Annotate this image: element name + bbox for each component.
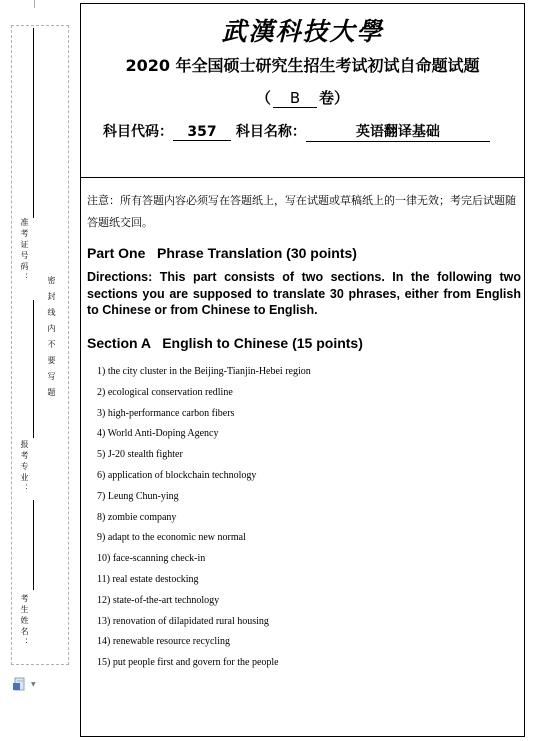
no-answer-notice: 密封线内不要写题 [47, 276, 56, 404]
list-item: 7) Leung Chun-ying [97, 490, 179, 502]
subject-code-label: 科目代码： [103, 124, 173, 140]
list-item: 2) ecological conservation redline [97, 386, 233, 398]
chevron-down-icon[interactable]: ▼ [31, 681, 36, 688]
paper-version [81, 87, 524, 108]
list-item: 14) renewable resource recycling [97, 636, 230, 648]
phrase-list [97, 362, 311, 674]
list-item: 9) adapt to the economic new normal [97, 532, 246, 544]
list-item: 5) J-20 stealth fighter [97, 449, 183, 461]
exam-id-line [33, 28, 34, 218]
list-item: 10) face-scanning check-in [97, 553, 206, 565]
binding-margin [0, 0, 78, 741]
name-label: 考生姓名： [20, 594, 29, 649]
exam-title: 2020 年全国硕士研究生招生考试初试自命题试题 [125, 56, 480, 75]
paper-open-paren: （ [255, 89, 271, 107]
document-icon[interactable] [13, 677, 27, 691]
section-title: Section A English to Chinese (15 points) [87, 335, 363, 351]
list-item: 13) renovation of dilapidated rural housing [97, 615, 269, 627]
list-item: 3) high-performance carbon fibers [97, 407, 235, 419]
list-item: 1) the city cluster in the Beijing-Tianjin-Hebei region [97, 366, 311, 377]
subject-code: 357 [173, 124, 231, 141]
subject-name: 英语翻译基础 [306, 121, 490, 142]
subject-line [103, 121, 490, 142]
major-line [33, 300, 34, 438]
list-item: 4) World Anti-Doping Agency [97, 428, 219, 440]
list-item: 8) zombie company [97, 511, 177, 523]
seal-line-box [11, 25, 69, 665]
part-title: Part One Phrase Translation (30 points) [87, 245, 357, 261]
name-line [33, 500, 34, 590]
paper-letter: B [273, 89, 317, 108]
major-label: 报考专业： [20, 440, 29, 495]
subject-name-label: 科目名称： [235, 124, 306, 140]
margin-top-line [34, 0, 35, 8]
exam-id-label: 准考证号码： [20, 218, 29, 284]
list-item: 6) application of blockchain technology [97, 469, 257, 481]
exam-body [80, 178, 525, 737]
paper-close: 卷） [319, 89, 350, 107]
list-item: 11) real estate destocking [97, 573, 199, 585]
exam-header [80, 3, 525, 178]
notice-text: 注意：所有答题内容必须写在答题纸上，写在试题或草稿纸上的一律无效；考完后试题随答题纸交回。 [87, 194, 516, 229]
directions-text: Directions: This part consists of two sections. In the following two sections you are supposed to translate 30 phrases, either from English to Chinese or from Chinese to English. [87, 270, 521, 317]
list-item: 15) put people first and govern for the people [97, 657, 279, 669]
list-item: 12) state-of-the-art technology [97, 594, 220, 606]
university-logo: 武漢科技大學 [221, 17, 384, 46]
